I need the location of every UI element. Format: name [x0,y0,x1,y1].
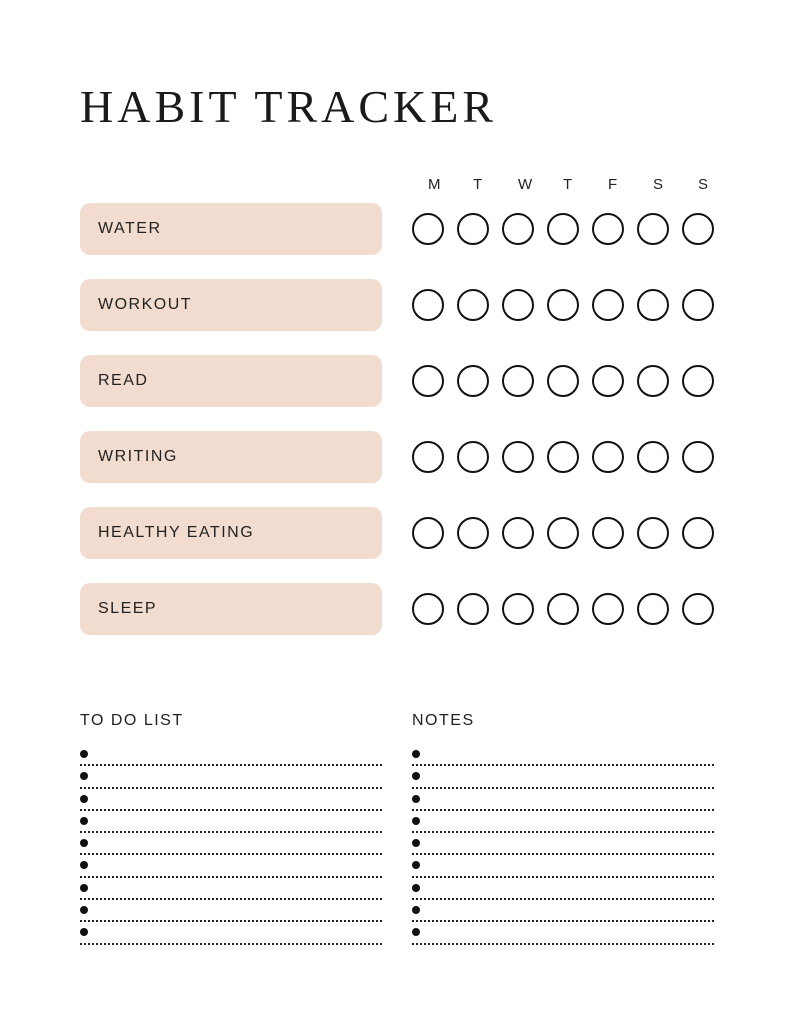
todo-title: TO DO LIST [80,712,184,729]
weekday-label: M [428,176,442,193]
todo-line[interactable] [80,833,382,855]
day-check-circle[interactable] [637,213,669,245]
habit-checkboxes [412,441,727,473]
day-check-circle[interactable] [637,517,669,549]
bullet-icon [80,772,88,780]
bullet-icon [80,750,88,758]
day-check-circle[interactable] [547,593,579,625]
day-check-circle[interactable] [457,517,489,549]
habit-label: WRITING [80,431,382,483]
day-check-circle[interactable] [412,441,444,473]
day-check-circle[interactable] [592,213,624,245]
habit-row [80,279,720,331]
bullet-icon [412,795,420,803]
day-check-circle[interactable] [637,593,669,625]
bullet-icon [412,884,420,892]
day-check-circle[interactable] [592,593,624,625]
habit-checkboxes [412,365,727,397]
habit-label: WORKOUT [80,279,382,331]
bullet-icon [80,795,88,803]
habit-checkboxes [412,289,727,321]
day-check-circle[interactable] [502,517,534,549]
weekday-label: S [653,176,665,193]
day-check-circle[interactable] [547,441,579,473]
bullet-icon [412,750,420,758]
day-check-circle[interactable] [637,365,669,397]
habit-row [80,507,720,559]
weekday-label: W [518,176,534,193]
todo-line[interactable] [80,811,382,833]
habit-list [80,203,720,659]
day-check-circle[interactable] [682,517,714,549]
day-check-circle[interactable] [502,289,534,321]
habit-label: SLEEP [80,583,382,635]
notes-section [412,712,714,945]
day-check-circle[interactable] [457,593,489,625]
notes-title: NOTES [412,712,475,729]
notes-line[interactable] [412,833,714,855]
habit-label: HEALTHY EATING [80,507,382,559]
day-check-circle[interactable] [592,517,624,549]
day-check-circle[interactable] [412,289,444,321]
day-check-circle[interactable] [547,289,579,321]
notes-line[interactable] [412,789,714,811]
day-check-circle[interactable] [547,517,579,549]
bullet-icon [80,861,88,869]
day-check-circle[interactable] [502,441,534,473]
notes-line[interactable] [412,900,714,922]
todo-line[interactable] [80,922,382,944]
weekday-label: S [698,176,710,193]
day-check-circle[interactable] [457,441,489,473]
todo-section [80,712,382,945]
weekday-label: T [473,176,484,193]
weekday-label: T [563,176,574,193]
day-check-circle[interactable] [637,441,669,473]
bullet-icon [412,928,420,936]
bullet-icon [80,928,88,936]
day-check-circle[interactable] [502,213,534,245]
day-check-circle[interactable] [682,365,714,397]
weekday-header [428,176,743,193]
habit-row [80,355,720,407]
day-check-circle[interactable] [637,289,669,321]
notes-line[interactable] [412,766,714,788]
notes-line[interactable] [412,744,714,766]
bullet-icon [412,861,420,869]
day-check-circle[interactable] [592,441,624,473]
page-title: HABIT TRACKER [80,81,498,132]
day-check-circle[interactable] [682,593,714,625]
habit-checkboxes [412,517,727,549]
notes-line[interactable] [412,855,714,877]
todo-lines [80,744,382,945]
bullet-icon [80,839,88,847]
todo-line[interactable] [80,900,382,922]
bullet-icon [80,884,88,892]
todo-line[interactable] [80,855,382,877]
habit-row [80,583,720,635]
habit-row [80,431,720,483]
day-check-circle[interactable] [547,365,579,397]
notes-lines [412,744,714,945]
weekday-label: F [608,176,619,193]
day-check-circle[interactable] [412,517,444,549]
bullet-icon [80,817,88,825]
bullet-icon [412,906,420,914]
day-check-circle[interactable] [457,365,489,397]
todo-line[interactable] [80,789,382,811]
day-check-circle[interactable] [682,441,714,473]
notes-line[interactable] [412,922,714,944]
day-check-circle[interactable] [457,289,489,321]
day-check-circle[interactable] [457,213,489,245]
day-check-circle[interactable] [592,289,624,321]
day-check-circle[interactable] [682,289,714,321]
day-check-circle[interactable] [412,365,444,397]
bullet-icon [412,772,420,780]
bullet-icon [412,817,420,825]
day-check-circle[interactable] [682,213,714,245]
bullet-icon [80,906,88,914]
day-check-circle[interactable] [502,365,534,397]
todo-line[interactable] [80,766,382,788]
todo-line[interactable] [80,878,382,900]
day-check-circle[interactable] [412,593,444,625]
habit-checkboxes [412,593,727,625]
day-check-circle[interactable] [547,213,579,245]
day-check-circle[interactable] [592,365,624,397]
habit-checkboxes [412,213,727,245]
notes-line[interactable] [412,878,714,900]
bullet-icon [412,839,420,847]
habit-label: WATER [80,203,382,255]
day-check-circle[interactable] [412,213,444,245]
todo-line[interactable] [80,744,382,766]
notes-line[interactable] [412,811,714,833]
habit-row [80,203,720,255]
day-check-circle[interactable] [502,593,534,625]
habit-label: READ [80,355,382,407]
